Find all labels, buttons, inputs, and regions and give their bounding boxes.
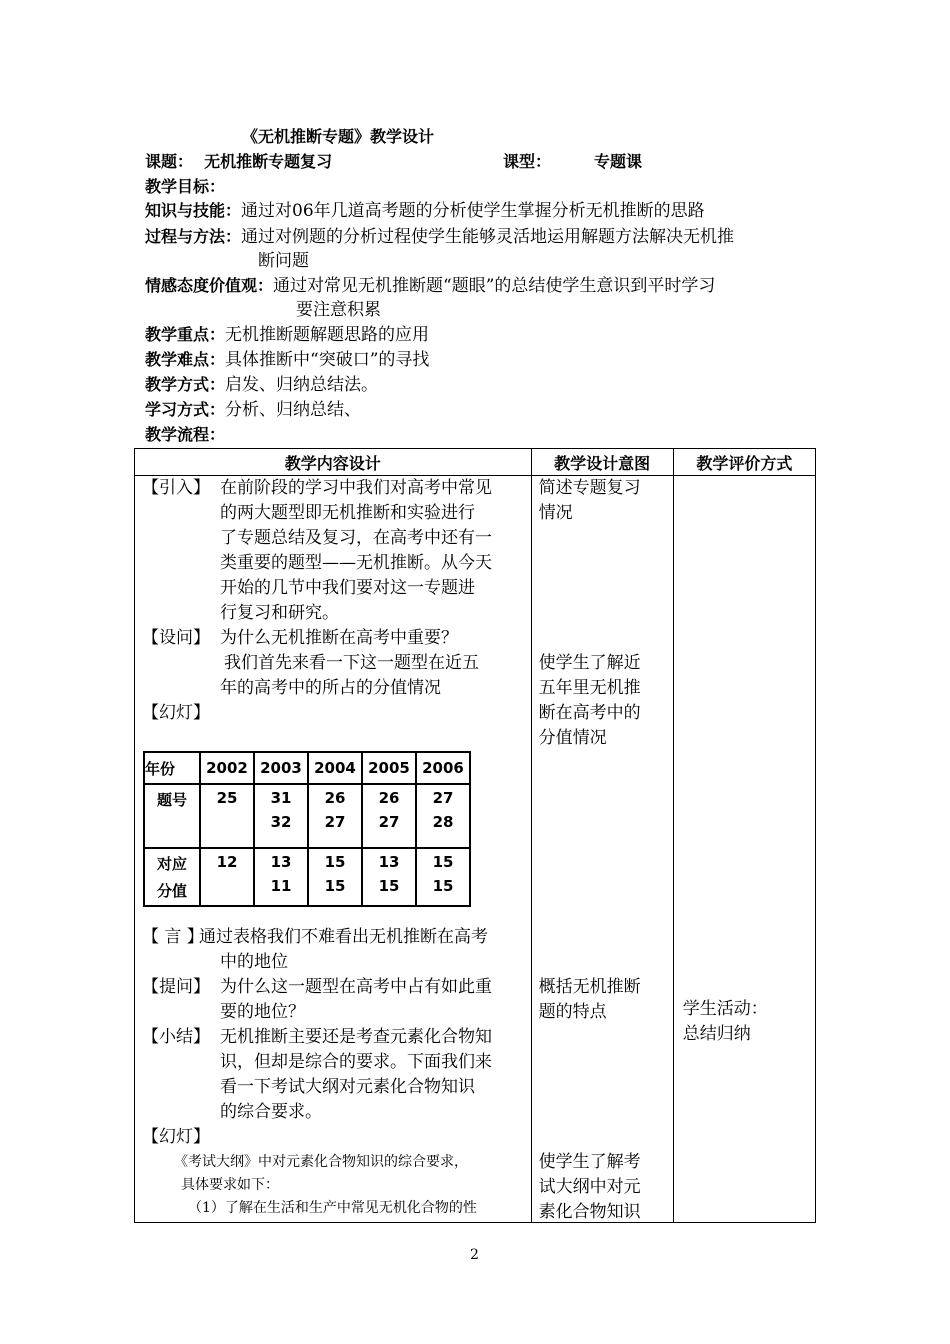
row-label-question: 题号 <box>144 784 200 848</box>
method-label: 教学方式： <box>145 375 226 394</box>
intent-line: 分值情况 <box>538 728 607 748</box>
difficulty-text: 具体推断中“突破口”的寻找 <box>225 350 430 370</box>
skills-line <box>145 199 705 223</box>
question-line: 我们首先来看一下这一题型在近五 <box>224 653 479 673</box>
question-no-cell: 26 27 <box>308 784 362 848</box>
page-number: 2 <box>470 1247 479 1263</box>
question-no-cell: 27 28 <box>416 784 470 848</box>
process-text: 通过对例题的分析过程使学生能够灵活地运用解题方法解决无机推 <box>241 227 735 247</box>
summary-line: 识，但却是综合的要求。下面我们来 <box>220 1052 492 1072</box>
question-line: 年的高考中的所占的分值情况 <box>220 678 441 698</box>
process-text-cont: 断问题 <box>258 251 309 271</box>
method-line <box>145 373 378 397</box>
learn-line <box>145 398 361 422</box>
question-no-cell: 25 <box>200 784 254 848</box>
intro-line: 了专题总结及复习，在高考中还有一 <box>220 528 492 548</box>
intro-line: 开始的几节中我们要对这一专题进 <box>220 578 475 598</box>
intent-line: 试大纲中对元 <box>538 1177 641 1197</box>
key-text: 无机推断题解题思路的应用 <box>225 325 430 345</box>
goals-label: 教学目标： <box>145 177 226 196</box>
score-cell: 12 <box>200 848 254 906</box>
emotion-text-cont: 要注意积累 <box>296 300 381 320</box>
difficulty-line <box>145 348 429 372</box>
intro-tag: 【引入】 <box>142 478 210 498</box>
summary-line: 看一下考试大纲对元素化合物知识 <box>220 1077 475 1097</box>
intro-line: 的两大题型即无机推断和实验进行 <box>220 503 475 523</box>
question-line: 为什么无机推断在高考中重要？ <box>220 628 458 648</box>
intro-line: 行复习和研究。 <box>220 603 339 623</box>
intro-line: 在前阶段的学习中我们对高考中常见 <box>220 478 492 498</box>
learn-text: 分析、归纳总结、 <box>225 400 362 420</box>
score-cell: 15 15 <box>308 848 362 906</box>
intent-cell <box>531 476 673 1223</box>
score-cell: 13 11 <box>254 848 308 906</box>
outline-line: （1）了解在生活和生产中常见无机化合物的性 <box>188 1200 477 1216</box>
say-line: 中的地位 <box>220 952 288 972</box>
question-tag: 【设问】 <box>142 628 210 648</box>
summary-tag: 【小结】 <box>142 1027 210 1047</box>
lesson-type-value: 专题课 <box>594 152 643 171</box>
key-label: 教学重点： <box>145 325 226 344</box>
skills-label: 知识与技能： <box>145 201 242 220</box>
score-cell: 13 15 <box>362 848 416 906</box>
question-no-cell: 31 32 <box>254 784 308 848</box>
emotion-text: 通过对常见无机推断题“题眼”的总结使学生意识到平时学习 <box>273 276 716 296</box>
key-line <box>145 323 429 347</box>
lesson-type-label: 课型： <box>503 152 552 171</box>
summary-line: 无机推断主要还是考查元素化合物知 <box>220 1027 492 1047</box>
intent-line: 素化合物知识 <box>538 1202 641 1222</box>
year-cell: 2002 <box>200 752 254 784</box>
score-corner: 年份 <box>144 752 200 784</box>
topic-line <box>145 150 332 174</box>
year-cell: 2003 <box>254 752 308 784</box>
intro-line: 类重要的题型——无机推断。从今天 <box>220 553 492 573</box>
evaluation-line: 学生活动： <box>682 999 768 1019</box>
outline-line: 《考试大纲》中对元素化合物知识的综合要求， <box>174 1154 468 1170</box>
intent-line: 五年里无机推 <box>538 678 641 698</box>
emotion-label: 情感态度价值观： <box>145 276 274 295</box>
skills-text: 通过对06年几道高考题的分析使学生掌握分析无机推断的思路 <box>241 201 705 221</box>
process-line <box>145 225 734 249</box>
topic-value: 无机推断专题复习 <box>204 152 333 171</box>
difficulty-label: 教学难点： <box>145 350 226 369</box>
intent-line: 使学生了解近 <box>538 653 641 673</box>
process-label: 过程与方法： <box>145 227 242 246</box>
flow-label: 教学流程： <box>145 425 226 444</box>
say-line: 通过表格我们不难看出无机推断在高考 <box>199 927 488 947</box>
say-tag: 【 言 】 <box>142 927 204 947</box>
score-cell: 15 15 <box>416 848 470 906</box>
question-no-cell: 26 27 <box>362 784 416 848</box>
row-label-score: 对应 分值 <box>144 848 200 906</box>
outline-line: 具体要求如下： <box>181 1177 279 1193</box>
year-cell: 2005 <box>362 752 416 784</box>
doc-title: 《无机推断专题》教学设计 <box>242 127 435 146</box>
intent-line: 概括无机推断 <box>538 977 641 997</box>
content-cell <box>135 476 532 1223</box>
intent-line: 简述专题复习 <box>538 478 641 498</box>
lesson-flow-table <box>134 448 816 1223</box>
evaluation-cell <box>673 476 815 1223</box>
score-table <box>143 751 471 907</box>
topic-label: 课题： <box>145 152 194 171</box>
ask-line: 为什么这一题型在高考中占有如此重 <box>220 977 492 997</box>
col-header-evaluation: 教学评价方式 <box>673 449 815 476</box>
intent-line: 情况 <box>538 503 573 523</box>
learn-label: 学习方式： <box>145 400 226 419</box>
slide2-tag: 【幻灯】 <box>142 1127 210 1147</box>
emotion-line <box>145 274 715 298</box>
summary-line: 的综合要求。 <box>220 1102 322 1122</box>
intent-line: 题的特点 <box>538 1002 607 1022</box>
ask-line: 要的地位？ <box>220 1002 305 1022</box>
intent-line: 断在高考中的 <box>538 703 641 723</box>
ask-tag: 【提问】 <box>142 977 210 997</box>
method-text: 启发、归纳总结法。 <box>225 375 379 395</box>
intent-line: 使学生了解考 <box>538 1152 641 1172</box>
year-cell: 2004 <box>308 752 362 784</box>
slide-tag: 【幻灯】 <box>142 703 210 723</box>
year-cell: 2006 <box>416 752 470 784</box>
col-header-content: 教学内容设计 <box>135 449 532 476</box>
evaluation-line: 总结归纳 <box>682 1024 751 1044</box>
col-header-intent: 教学设计意图 <box>531 449 673 476</box>
